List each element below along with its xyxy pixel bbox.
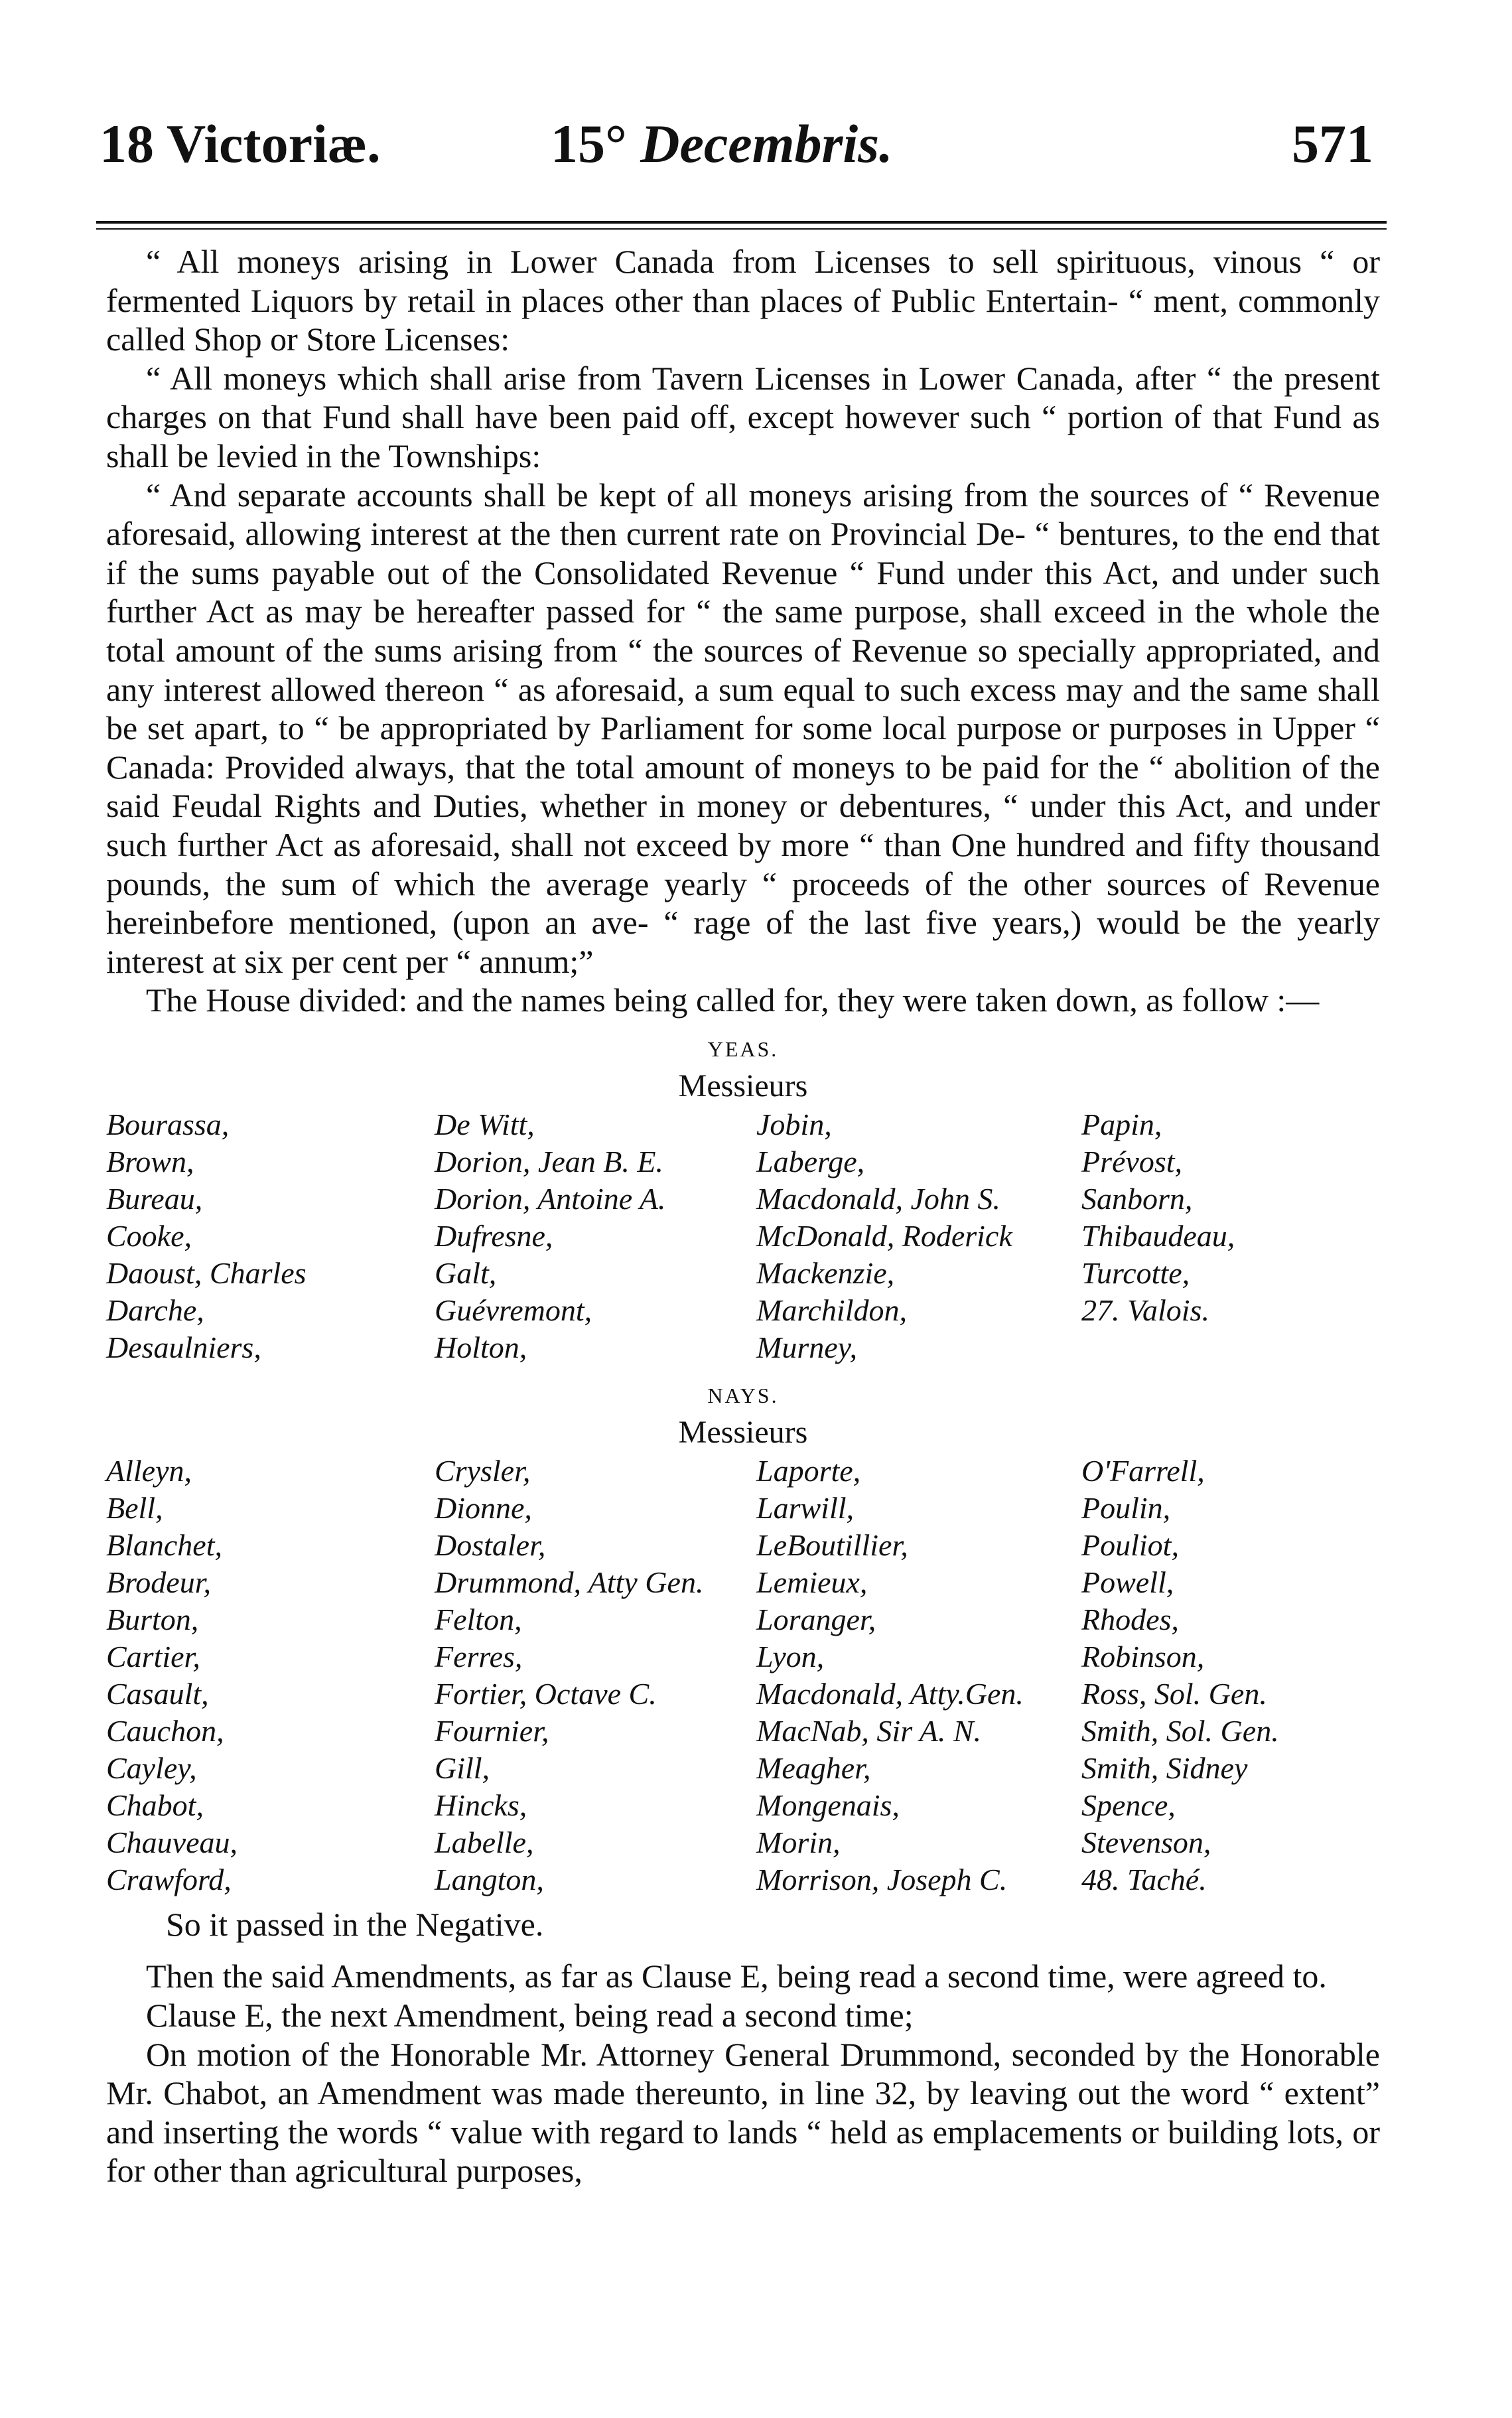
- yeas-member-name: Jobin,: [756, 1107, 832, 1141]
- yeas-member-name: Brown,: [106, 1144, 194, 1178]
- yeas-member-name: Murney,: [756, 1330, 858, 1364]
- yeas-member-name: Thibaudeau,: [1081, 1218, 1235, 1253]
- regnal-year: 18 Victoriæ.: [100, 113, 381, 174]
- nays-member-name: Morin,: [756, 1825, 841, 1859]
- nays-member-name: Chabot,: [106, 1788, 204, 1822]
- nays-member-name: LeBoutillier,: [756, 1528, 908, 1562]
- nays-member-name: O'Farrell,: [1081, 1453, 1205, 1488]
- date-heading: [551, 113, 893, 175]
- nays-member-name: 48. Taché.: [1081, 1862, 1207, 1896]
- nays-member-name: Stevenson,: [1081, 1825, 1211, 1859]
- closing-paragraph: Then the said Amendments, as far as Clause E, being read a second time, were agreed to.: [146, 1957, 1327, 1995]
- nays-member-name: Dionne,: [435, 1490, 532, 1525]
- nays-member-name: Spence,: [1081, 1788, 1176, 1822]
- nays-member-name: Fortier, Octave C.: [435, 1676, 657, 1711]
- nays-member-name: Crawford,: [106, 1862, 232, 1896]
- yeas-member-name: 27. Valois.: [1081, 1293, 1209, 1327]
- yeas-member-name: Laberge,: [756, 1144, 865, 1178]
- nays-member-name: Lemieux,: [756, 1565, 868, 1599]
- nays-member-name: Drummond, Atty Gen.: [435, 1565, 704, 1599]
- nays-member-name: Brodeur,: [106, 1565, 212, 1599]
- yeas-member-name: Dorion, Jean B. E.: [435, 1144, 663, 1178]
- page-number: 571: [1292, 113, 1373, 174]
- quoted-clause: [106, 242, 1380, 981]
- nays-member-name: Felton,: [435, 1602, 522, 1636]
- yeas-member-name: Prévost,: [1081, 1144, 1183, 1178]
- nays-member-name: Fournier,: [435, 1713, 549, 1748]
- yeas-heading: YEAS.: [707, 1036, 779, 1061]
- nays-member-name: Powell,: [1081, 1565, 1174, 1599]
- nays-member-name: Mongenais,: [756, 1788, 900, 1822]
- nays-member-name: Larwill,: [756, 1490, 855, 1525]
- nays-member-name: Macdonald, Atty.Gen.: [756, 1676, 1024, 1711]
- yeas-member-name: Darche,: [106, 1293, 204, 1327]
- nays-member-name: Dostaler,: [435, 1528, 546, 1562]
- nays-member-name: Lyon,: [756, 1639, 825, 1673]
- page-header: [100, 100, 1380, 179]
- closing-paragraph: On motion of the Honorable Mr. Attorney General Drummond, seconded by the Honorable Mr. Chabot, an Amendment was made thereunto, in line 32, by leaving out the word “ extent” and inserting the words “ value with regard to lands “ held as emplacements or building lots, or for other than agricultural purposes,: [106, 2035, 1380, 2190]
- yeas-messieurs: Messieurs: [678, 1068, 808, 1103]
- nays-member-name: Robinson,: [1081, 1639, 1205, 1673]
- nays-member-name: Cauchon,: [106, 1713, 224, 1748]
- yeas-member-name: Mackenzie,: [756, 1255, 895, 1290]
- header-rule-top: [96, 221, 1387, 224]
- yeas-member-name: Papin,: [1081, 1107, 1162, 1141]
- yeas-member-name: [1081, 1329, 1380, 1366]
- nays-member-name: MacNab, Sir A. N.: [756, 1713, 982, 1748]
- yeas-member-name: Sanborn,: [1081, 1181, 1193, 1216]
- yeas-member-name: Galt,: [435, 1255, 497, 1290]
- yeas-member-name: De Witt,: [435, 1107, 535, 1141]
- nays-list: [106, 1453, 1380, 1898]
- nays-member-name: Cayley,: [106, 1750, 197, 1785]
- vote-result: So it passed in the Negative.: [166, 1905, 544, 1943]
- nays-member-name: Cartier,: [106, 1639, 200, 1673]
- yeas-member-name: McDonald, Roderick: [756, 1218, 1012, 1253]
- date-day: 15°: [551, 113, 627, 174]
- yeas-member-name: Macdonald, John S.: [756, 1181, 1000, 1216]
- nays-member-name: Bell,: [106, 1490, 163, 1525]
- yeas-member-name: Guévremont,: [435, 1293, 592, 1327]
- division-paragraph: The House divided: and the names being called for, they were taken down, as follow :—: [146, 981, 1320, 1019]
- nays-member-name: Ross, Sol. Gen.: [1081, 1676, 1267, 1711]
- yeas-member-name: Desaulniers,: [106, 1330, 261, 1364]
- yeas-member-name: Cooke,: [106, 1218, 192, 1253]
- nays-member-name: Loranger,: [756, 1602, 876, 1636]
- nays-member-name: Meagher,: [756, 1750, 871, 1785]
- header-rule-bottom: [96, 228, 1387, 230]
- nays-member-name: Casault,: [106, 1676, 209, 1711]
- quote-paragraph: “ All moneys which shall arise from Tavern Licenses in Lower Canada, after “ the present charges on that Fund shall have been paid off, except however such “ portion of that Fund as shall be levied in the Townships:: [106, 359, 1380, 474]
- nays-member-name: Rhodes,: [1081, 1602, 1179, 1636]
- nays-member-name: Ferres,: [435, 1639, 523, 1673]
- quote-paragraph: “ All moneys arising in Lower Canada from Licenses to sell spirituous, vinous “ or fermented Liquors by retail in places other than places of Public Entertain- “ ment, commonly called Shop or Store Licenses:: [106, 243, 1380, 358]
- nays-member-name: Laporte,: [756, 1453, 861, 1488]
- nays-member-name: Smith, Sidney: [1081, 1750, 1248, 1785]
- quote-paragraph: “ And separate accounts shall be kept of all moneys arising from the sources of “ Revenue aforesaid, allowing interest at the then current rate on Provincial De- “ bentures, to the end that if the sums payable out of the Consolidated Revenue “ Fund under this Act, and under such further Act as may be hereafter passed for “ the same purpose, shall exceed in the whole the total amount of the sums arising from “ the sources of Revenue so specially appropriated, and any interest allowed thereon “ as aforesaid, a sum equal to such excess may and the same shall be set apart, to “ be appropriated by Parliament for some local purpose or purposes in Upper “ Canada: Provided always, that the total amount of moneys to be paid for the “ abolition of the said Feudal Rights and Duties, whether in money or debentures, “ under this Act, and under such further Act as aforesaid, shall not exceed by more “ than One hundred and fifty thousand pounds, the sum of which the average yearly “ proceeds of the other sources of Revenue hereinbefore mentioned, (upon an ave- “ rage of the last five years,) would be the yearly interest at six per cent per “ annum;”: [106, 476, 1380, 980]
- nays-member-name: Chauveau,: [106, 1825, 238, 1859]
- nays-member-name: Pouliot,: [1081, 1528, 1179, 1562]
- nays-member-name: Gill,: [435, 1750, 490, 1785]
- nays-heading: NAYS.: [707, 1383, 779, 1407]
- yeas-member-name: Turcotte,: [1081, 1255, 1190, 1290]
- yeas-member-name: Dufresne,: [435, 1218, 553, 1253]
- page-body: [106, 242, 1380, 2190]
- nays-member-name: Alleyn,: [106, 1453, 192, 1488]
- yeas-member-name: Dorion, Antoine A.: [435, 1181, 666, 1216]
- date-month: Decembris.: [640, 113, 893, 174]
- yeas-list: [106, 1106, 1380, 1366]
- nays-member-name: Langton,: [435, 1862, 544, 1896]
- nays-member-name: Blanchet,: [106, 1528, 222, 1562]
- yeas-member-name: Holton,: [435, 1330, 527, 1364]
- nays-member-name: Smith, Sol. Gen.: [1081, 1713, 1279, 1748]
- nays-member-name: Crysler,: [435, 1453, 531, 1488]
- nays-member-name: Burton,: [106, 1602, 199, 1636]
- yeas-member-name: Marchildon,: [756, 1293, 907, 1327]
- yeas-member-name: Bureau,: [106, 1181, 203, 1216]
- yeas-member-name: Bourassa,: [106, 1107, 230, 1141]
- nays-messieurs: Messieurs: [678, 1414, 808, 1450]
- nays-member-name: Poulin,: [1081, 1490, 1171, 1525]
- nays-member-name: Hincks,: [435, 1788, 527, 1822]
- nays-member-name: Labelle,: [435, 1825, 534, 1859]
- nays-member-name: Morrison, Joseph C.: [756, 1862, 1008, 1896]
- yeas-member-name: Daoust, Charles: [106, 1255, 307, 1290]
- closing-paragraph: Clause E, the next Amendment, being read a second time;: [146, 1997, 914, 2034]
